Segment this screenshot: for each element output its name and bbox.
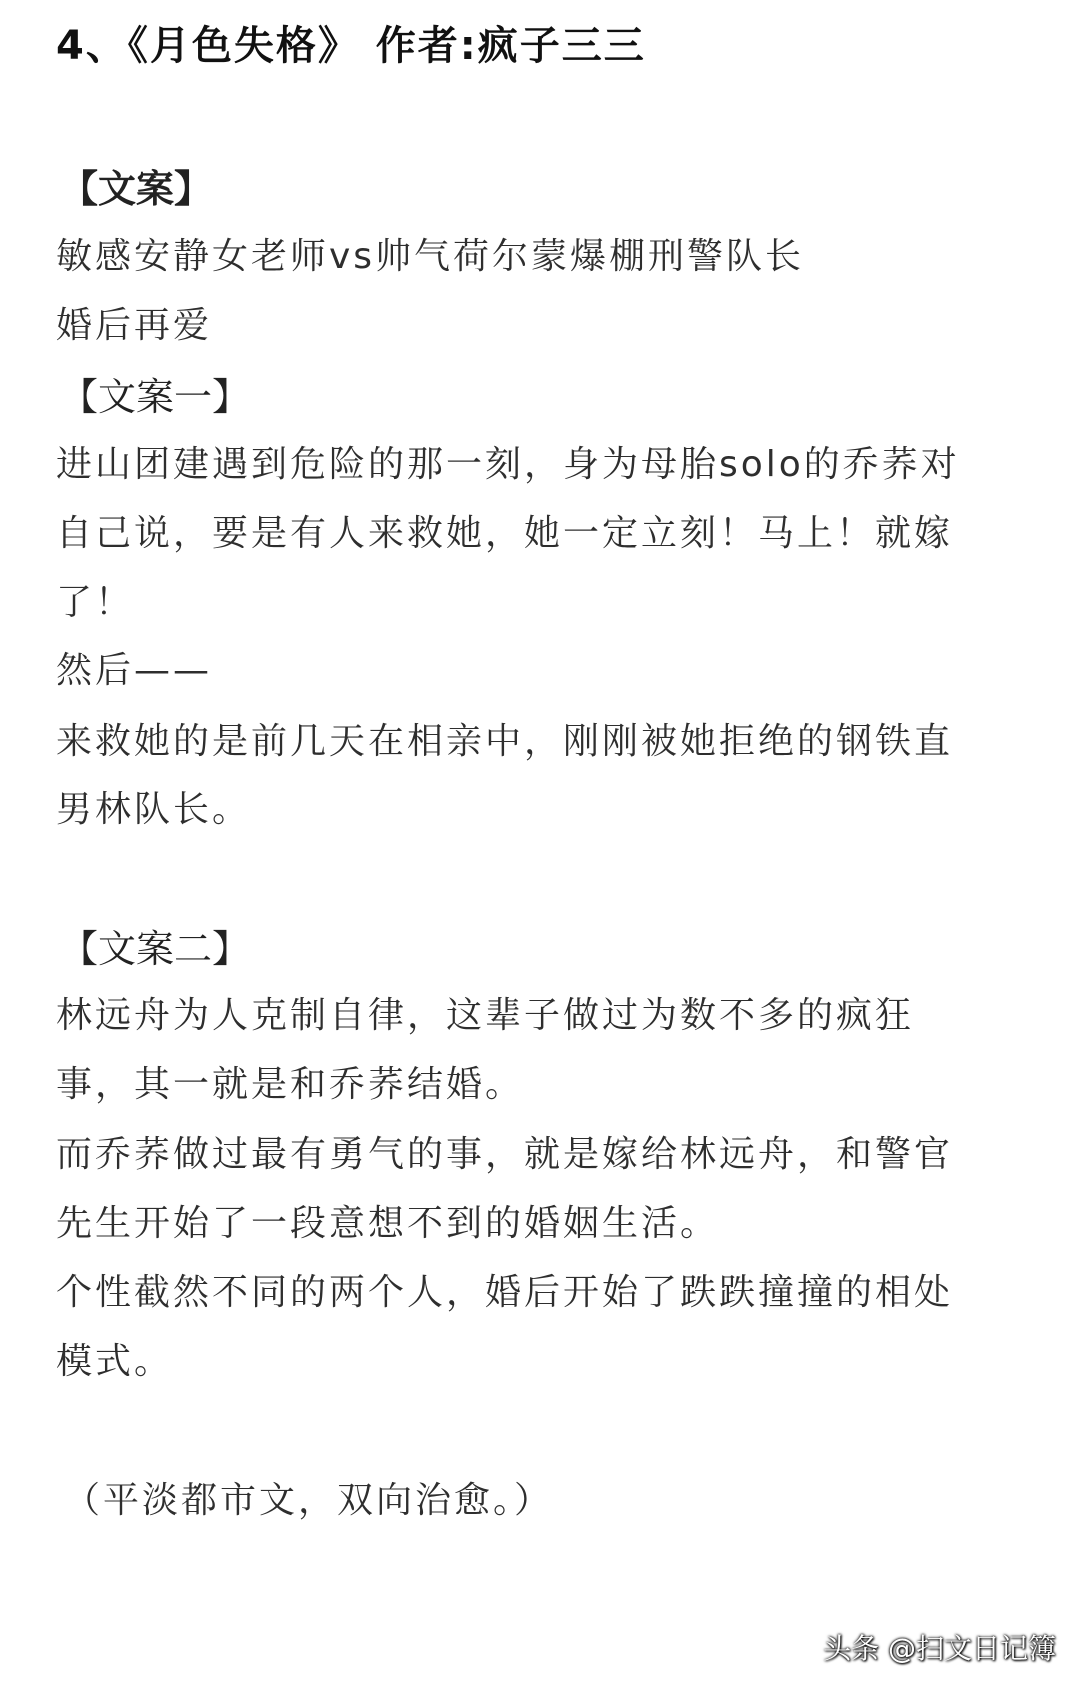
part2-line: 模式。	[56, 1341, 174, 1382]
part2-line: 先生开始了一段意想不到的婚姻生活。	[56, 1203, 720, 1244]
part2-line: 林远舟为人克制自律，这辈子做过为数不多的疯狂	[56, 995, 915, 1036]
note-text: （平淡都市文，双向治愈。）	[64, 1480, 554, 1521]
part2-line: 事，其一就是和乔荞结婚。	[56, 1064, 525, 1105]
blurb-heading: 【文案】	[60, 167, 213, 211]
book-title: 4、《月色失格》 作者:疯子三三	[56, 23, 646, 69]
part1-line: 自己说，要是有人来救她，她一定立刻！马上！就嫁	[56, 513, 954, 554]
genre-text: 婚后再爱	[56, 305, 213, 346]
part1-line: 了！	[56, 582, 135, 623]
part2-line: 个性截然不同的两个人，婚后开始了跌跌撞撞的相处	[56, 1272, 954, 1313]
part2-line: 而乔荞做过最有勇气的事，就是嫁给林远舟，和警官	[56, 1134, 954, 1175]
part1-line: 进山团建遇到危险的那一刻，身为母胎solo的乔荞对	[56, 444, 960, 485]
part1-heading: 【文案一】	[60, 375, 251, 419]
part1-line: 然后——	[56, 650, 213, 691]
part1-line: 来救她的是前几天在相亲中，刚刚被她拒绝的钢铁直	[56, 721, 954, 762]
watermark: 头条 @扫文日记簿	[823, 1632, 1056, 1665]
part1-line: 男林队长。	[56, 789, 252, 830]
part2-heading: 【文案二】	[60, 927, 251, 971]
tagline-text: 敏感安静女老师vs帅气荷尔蒙爆棚刑警队长	[56, 236, 805, 277]
